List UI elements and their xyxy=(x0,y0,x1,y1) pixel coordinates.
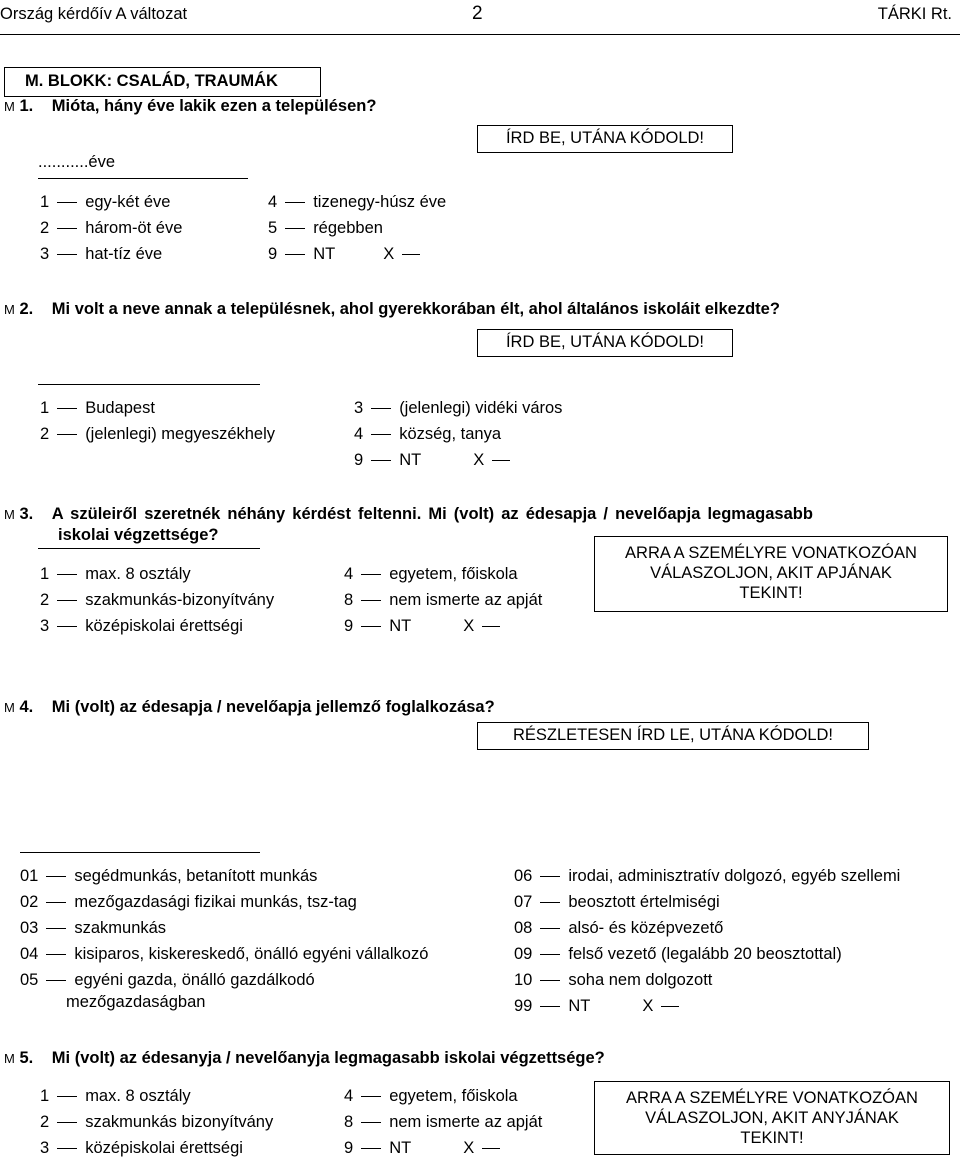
q4-option-06[interactable]: 06 irodai, adminisztratív dolgozó, egyéb szellemi xyxy=(514,867,901,885)
q2-instruction: ÍRD BE, UTÁNA KÓDOLD! xyxy=(505,333,705,351)
q1-option-5[interactable]: 5 régebben xyxy=(268,219,383,237)
q1-answer-label: ...........éve xyxy=(38,153,116,171)
q2-option-9[interactable]: 9 NT X xyxy=(354,450,516,470)
q1-prefix: M xyxy=(4,99,15,114)
q5-instruction-line2: VÁLASZOLJON, AKIT ANYJÁNAK xyxy=(645,1109,899,1127)
q5-question xyxy=(4,1048,605,1069)
q2-option-1[interactable]: 1 Budapest xyxy=(40,399,155,417)
q3-instruction-line3: TEKINT! xyxy=(739,584,803,602)
q4-option-05[interactable]: 05 egyéni gazda, önálló gazdálkodó xyxy=(20,971,315,989)
q4-option-04[interactable]: 04 kisiparos, kiskereskedő, önálló egyéni vállalkozó xyxy=(20,945,429,963)
q3-text-line2: iskolai végzettsége? xyxy=(58,526,219,544)
q4-option-08[interactable]: 08 alsó- és középvezető xyxy=(514,919,724,937)
q2-question xyxy=(4,299,780,320)
q3-number: 3. xyxy=(19,505,34,523)
q4-instruction-box xyxy=(477,722,869,750)
q5-option-9[interactable]: 9 NT X xyxy=(344,1138,506,1158)
q1-option-1[interactable]: 1 egy-két éve xyxy=(40,193,171,211)
q1-option-4[interactable]: 4 tizenegy-húsz éve xyxy=(268,193,447,211)
q2-instruction-box xyxy=(477,329,733,357)
header-rule xyxy=(0,34,960,35)
q4-text: Mi (volt) az édesapja / nevelőapja jellemző foglalkozása? xyxy=(51,698,495,716)
q3-question xyxy=(4,504,813,525)
q4-answer-line[interactable] xyxy=(20,852,260,853)
q1-number: 1. xyxy=(19,97,34,115)
q3-prefix: M xyxy=(4,507,15,522)
q2-option-4[interactable]: 4 község, tanya xyxy=(354,425,501,443)
q2-option-3[interactable]: 3 (jelenlegi) vidéki város xyxy=(354,399,563,417)
q2-option-2[interactable]: 2 (jelenlegi) megyeszékhely xyxy=(40,425,276,443)
q2-answer-line[interactable] xyxy=(38,384,260,385)
q3-instruction-box xyxy=(594,536,948,612)
q1-instruction: ÍRD BE, UTÁNA KÓDOLD! xyxy=(505,129,705,147)
q4-option-99[interactable]: 99 NT X xyxy=(514,996,685,1016)
q3-option-1[interactable]: 1 max. 8 osztály xyxy=(40,565,191,583)
q3-option-8[interactable]: 8 nem ismerte az apját xyxy=(344,591,543,609)
q5-instruction-line1: ARRA A SZEMÉLYRE VONATKOZÓAN xyxy=(626,1089,918,1107)
q1-question xyxy=(4,96,376,117)
q1-text: Mióta, hány éve lakik ezen a településen? xyxy=(51,97,377,115)
q5-option-8[interactable]: 8 nem ismerte az apját xyxy=(344,1113,543,1131)
q2-text: Mi volt a neve annak a településnek, ahol gyerekkorában élt, ahol általános iskoláit elkezdte? xyxy=(51,300,780,318)
q3-option-2[interactable]: 2 szakmunkás-bizonyítvány xyxy=(40,591,275,609)
q1-answer-line[interactable] xyxy=(38,178,248,179)
q3-answer-line[interactable] xyxy=(38,548,260,549)
q1-option-3[interactable]: 3 hat-tíz éve xyxy=(40,245,163,263)
q4-option-07[interactable]: 07 beosztott értelmiségi xyxy=(514,893,720,911)
q3-option-3[interactable]: 3 középiskolai érettségi xyxy=(40,617,243,635)
q4-option-09[interactable]: 09 felső vezető (legalább 20 beosztottal) xyxy=(514,945,842,963)
q4-option-05-line2: mezőgazdaságban xyxy=(66,993,206,1011)
q4-option-01[interactable]: 01 segédmunkás, betanított munkás xyxy=(20,867,318,885)
q1-instruction-box xyxy=(477,125,733,153)
header-right: TÁRKI Rt. xyxy=(877,5,952,23)
q3-text-line1: A szüleiről szeretnék néhány kérdést feltenni. Mi (volt) az édesapja / nevelőapja legmagasabb xyxy=(51,505,813,523)
q3-instruction-line2: VÁLASZOLJON, AKIT APJÁNAK xyxy=(650,564,892,582)
q5-text: Mi (volt) az édesanyja / nevelőanyja legmagasabb iskolai végzettsége? xyxy=(51,1049,605,1067)
q1-option-9[interactable]: 9 NT X xyxy=(268,244,426,264)
q5-instruction-line3: TEKINT! xyxy=(740,1129,804,1147)
q5-number: 5. xyxy=(19,1049,34,1067)
q3-option-9[interactable]: 9 NT X xyxy=(344,616,506,636)
q5-prefix: M xyxy=(4,1051,15,1066)
q4-prefix: M xyxy=(4,700,15,715)
q4-option-10[interactable]: 10 soha nem dolgozott xyxy=(514,971,713,989)
block-title-box xyxy=(4,67,321,97)
q5-option-4[interactable]: 4 egyetem, főiskola xyxy=(344,1087,518,1105)
q2-number: 2. xyxy=(19,300,34,318)
q3-option-4[interactable]: 4 egyetem, főiskola xyxy=(344,565,518,583)
header-left: Ország kérdőív A változat xyxy=(0,5,188,23)
q4-instruction: RÉSZLETESEN ÍRD LE, UTÁNA KÓDOLD! xyxy=(513,726,833,744)
q4-option-03[interactable]: 03 szakmunkás xyxy=(20,919,167,937)
q4-option-02[interactable]: 02 mezőgazdasági fizikai munkás, tsz-tag xyxy=(20,893,357,911)
block-title: M. BLOKK: CSALÁD, TRAUMÁK xyxy=(25,72,278,90)
q4-question xyxy=(4,697,495,718)
q5-option-1[interactable]: 1 max. 8 osztály xyxy=(40,1087,191,1105)
q5-instruction-box xyxy=(594,1081,950,1155)
q1-option-2[interactable]: 2 három-öt éve xyxy=(40,219,183,237)
q3-instruction-line1: ARRA A SZEMÉLYRE VONATKOZÓAN xyxy=(625,544,917,562)
q2-prefix: M xyxy=(4,302,15,317)
page-number: 2 xyxy=(472,3,483,24)
q5-option-3[interactable]: 3 középiskolai érettségi xyxy=(40,1139,243,1157)
q5-option-2[interactable]: 2 szakmunkás bizonyítvány xyxy=(40,1113,274,1131)
q4-number: 4. xyxy=(19,698,34,716)
